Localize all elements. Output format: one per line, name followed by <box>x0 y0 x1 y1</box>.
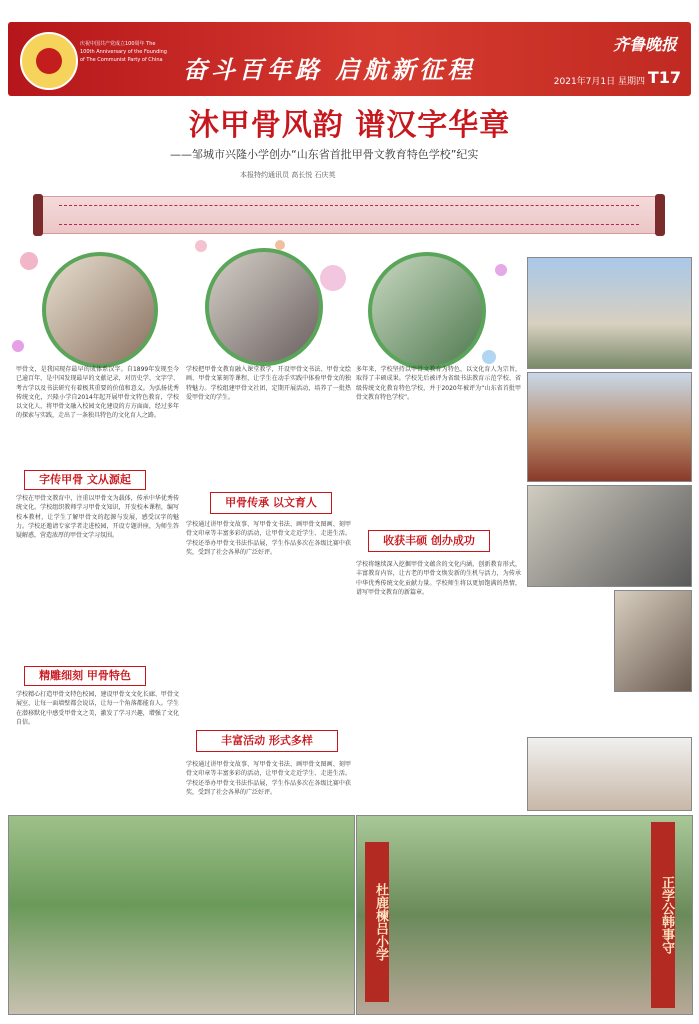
decorative-dot <box>20 252 38 270</box>
section-title: 丰富活动 形式多样 <box>196 730 338 752</box>
students-garden-photo <box>8 815 355 1015</box>
scroll-rod <box>33 194 43 236</box>
section-body: 学校把甲骨文教育融入课堂教学，开设甲骨文书法、甲骨文绘画、甲骨文篆刻等课程，让学生在动手实践中体验甲骨文的独特魅力。学校组建甲骨文社团，定期开展活动，培养了一批热爱甲骨文的学生。 <box>186 366 351 401</box>
party-anniversary-logo-icon <box>20 32 78 90</box>
newspaper-brand: 齐鲁晚报 <box>612 35 677 54</box>
calligraphy-exhibit-photo <box>527 485 692 587</box>
calligraphy-scroll-image <box>38 196 660 234</box>
decorative-dot <box>320 265 346 291</box>
schoolyard-photo <box>527 372 692 482</box>
students-writing-photo <box>42 252 158 368</box>
section-body: 学校精心打造甲骨文特色校园，建设甲骨文文化长廊、甲骨文展室，让每一面墙壁都会说话，让每一个角落都能育人。学生在潜移默化中感受甲骨文之美，激发了学习兴趣，增强了文化自信。 <box>16 691 179 726</box>
vertical-banner-left: 杜鹿楝吕小学 <box>365 842 389 1002</box>
byline: 本报特约通讯员 高长悦 石庆英 <box>240 171 336 179</box>
section-body: 学校通过讲甲骨文故事、写甲骨文书法、画甲骨文图画、刻甲骨文印章等丰富多彩的活动，让甲骨文走近学生、走进生活。学校还举办甲骨文书法作品展，学生作品多次在各级比赛中获奖，受到了社会各界的广泛好评。 <box>186 761 351 796</box>
students-holding-works-photo <box>527 737 692 811</box>
decorative-dot <box>482 350 496 364</box>
section-title: 收获丰硕 创办成功 <box>368 530 490 552</box>
intro-paragraph: 甲骨文，是我国现存最早的成体系汉字。自1899年发现至今已逾百年，是中国发现最早的文献记录，对历史学、文字学、考古学以及书法研究有着极其重要的价值和意义。为弘扬优秀传统文化，兴隆小学自2014年起开展甲骨文特色教育，学校以文化人，将甲骨文融入校园文化建设的方方面面，经过多年的探索与实践，走出了一条独具特色的文化育人之路。 <box>16 366 179 420</box>
decorative-dot <box>195 240 207 252</box>
decorative-dot <box>12 340 24 352</box>
section-body: 学校将继续深入挖掘甲骨文蕴含的文化内涵，创新教育形式，丰富教育内容，让古老的甲骨文焕发新的生机与活力，为传承中华优秀传统文化贡献力量。学校师生将以更加饱满的热情，谱写甲骨文教育的新篇章。 <box>356 561 521 596</box>
outdoor-event-photo <box>368 252 486 370</box>
subheadline: ——邹城市兴隆小学创办“山东省首批甲骨文教育特色学校”纪实 <box>170 148 479 161</box>
page-number: T17 <box>647 68 681 87</box>
masthead-banner <box>8 22 691 96</box>
section-body: 学校通过讲甲骨文故事、写甲骨文书法、画甲骨文图画、刻甲骨文印章等丰富多彩的活动，让甲骨文走近学生、走进生活。学校还举办甲骨文书法作品展，学生作品多次在各级比赛中获奖，受到了社会各界的广泛好评。 <box>186 521 351 556</box>
section-body: 学校在甲骨文教育中，注重以甲骨文为载体，传承中华优秀传统文化。学校组织教师学习甲骨文知识，开发校本课程，编写校本教材，让学生了解甲骨文的起源与发展，感受汉字的魅力。学校还邀请专家学者走进校园，开设专题讲座，为师生答疑解惑，营造浓厚的甲骨文学习氛围。 <box>16 495 179 540</box>
classroom-photo <box>205 248 323 366</box>
student-art-photo <box>614 590 692 692</box>
ceremony-photo <box>527 257 692 369</box>
decorative-dot <box>495 264 507 276</box>
scroll-script <box>59 205 639 225</box>
logo-text: 庆祝中国共产党成立100周年 The 100th Anniversary of the Founding of The Communist Party of China <box>80 41 167 63</box>
vertical-banner-right: 正学公韩事守 <box>651 822 675 1008</box>
scroll-rod <box>655 194 665 236</box>
issue-date: 2021年7月1日 星期四 <box>553 77 645 87</box>
section-title: 精雕细刻 甲骨特色 <box>24 666 146 686</box>
section-title: 字传甲骨 文从源起 <box>24 470 146 490</box>
campus-corridor-photo <box>356 815 693 1015</box>
section-title: 甲骨传承 以文育人 <box>210 492 332 514</box>
section-body: 多年来，学校坚持以甲骨文教育为特色，以文化育人为宗旨，取得了丰硕成果。学校先后被评为省级书法教育示范学校、省级传统文化教育特色学校，并于2020年被评为“山东省首批甲骨文教育特色学校”。 <box>356 366 521 401</box>
slogan: 奋斗百年路 启航新征程 <box>183 55 476 84</box>
headline: 沐甲骨风韵 谱汉字华章 <box>188 108 511 143</box>
